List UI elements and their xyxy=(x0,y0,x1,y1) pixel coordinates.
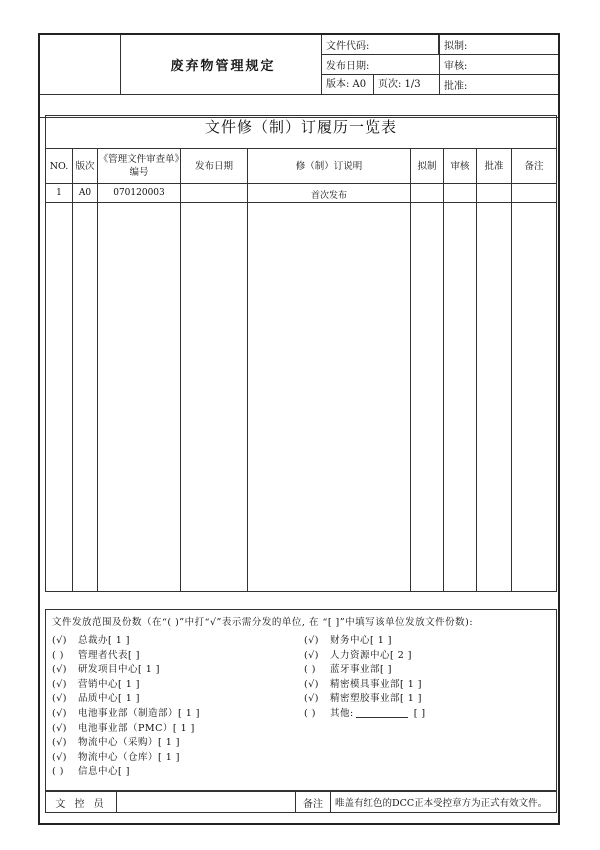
other-blank-line xyxy=(356,708,408,718)
doc-code-label: 文件代码: xyxy=(322,35,439,55)
list-item xyxy=(304,678,426,693)
list-item xyxy=(52,765,200,780)
col-approve: 批准 xyxy=(477,149,512,184)
dept-label: 总裁办[ 1 ] xyxy=(78,635,130,646)
distribution-section xyxy=(45,609,557,791)
row-no: 1 xyxy=(46,184,73,203)
list-item xyxy=(304,634,426,649)
dept-label: 品质中心[ 1 ] xyxy=(78,693,140,705)
revision-table xyxy=(45,115,557,592)
remark-text: 唯盖有红色的DCC正本受控章方为正式有效文件。 xyxy=(331,792,557,813)
row-review-no: 070120003 xyxy=(98,184,181,203)
review-label: 审核: xyxy=(440,55,559,75)
list-item-other xyxy=(304,707,426,722)
distribution-heading: 文件发放范围及份数（在“( )”中打“√”表示需分发的单位, 在 “[ ]”中填写该单位发放文件份数): xyxy=(52,617,474,628)
check-mark: ( ) xyxy=(304,664,316,676)
list-item xyxy=(52,707,200,722)
col-check: 审核 xyxy=(444,149,477,184)
row-draft xyxy=(411,184,444,203)
col-draft: 拟制 xyxy=(411,149,444,184)
row-approve xyxy=(477,184,512,203)
document-footer xyxy=(45,791,557,813)
other-label: 其他: xyxy=(330,707,354,719)
dept-label: 电池事业部（PMC）[ 1 ] xyxy=(78,722,195,734)
dept-label: 电池事业部（制造部）[ 1 ] xyxy=(78,707,200,719)
distribution-left-list xyxy=(52,634,200,780)
document-title: 废弃物管理规定 xyxy=(121,35,322,95)
list-item xyxy=(52,722,200,737)
check-mark: (√) xyxy=(304,678,319,690)
dept-label: 蓝牙事业部[ ] xyxy=(330,664,392,676)
row-check xyxy=(444,184,477,203)
table-row xyxy=(46,184,557,203)
check-mark: (√) xyxy=(52,737,67,749)
dept-label: 人力资源中心[ 2 ] xyxy=(330,649,412,661)
check-mark: (√) xyxy=(52,664,67,676)
col-date: 发布日期 xyxy=(181,149,248,184)
dept-label: 精密模具事业部[ 1 ] xyxy=(330,678,422,690)
version-page-cell xyxy=(322,75,440,95)
list-item xyxy=(52,663,200,678)
check-mark: (√) xyxy=(52,635,67,646)
row-remark xyxy=(512,184,557,203)
list-item xyxy=(52,649,200,664)
dept-label: 管理者代表[ ] xyxy=(78,649,140,661)
col-remark: 备注 xyxy=(512,149,557,184)
controller-value xyxy=(117,792,296,813)
dept-label: 研发项目中心[ 1 ] xyxy=(78,664,160,676)
controller-label: 文 控 员 xyxy=(46,792,117,813)
check-mark: (√) xyxy=(52,707,67,719)
list-item xyxy=(52,634,200,649)
table-empty-row xyxy=(46,203,557,592)
dept-label: 信息中心[ ] xyxy=(78,766,130,778)
check-mark: (√) xyxy=(52,751,67,763)
col-no: NO. xyxy=(46,149,73,184)
list-item xyxy=(304,649,426,664)
remark-label: 备注 xyxy=(296,792,331,813)
dept-label: 财务中心[ 1 ] xyxy=(330,635,392,646)
list-item xyxy=(52,678,200,693)
publish-date-label: 发布日期: xyxy=(322,55,440,75)
row-date xyxy=(181,184,248,203)
page-label: 页次: 1/3 xyxy=(378,79,421,90)
logo-cell xyxy=(40,35,121,95)
dept-label: 精密塑胶事业部[ 1 ] xyxy=(330,693,422,705)
dept-label: 营销中心[ 1 ] xyxy=(78,678,140,690)
document-frame xyxy=(38,33,560,825)
list-item xyxy=(52,751,200,766)
distribution-right-list xyxy=(304,634,426,722)
version-label: 版本: A0 xyxy=(322,75,374,94)
col-review-no: 《管理文件审查单》编号 xyxy=(98,149,181,184)
check-mark: (√) xyxy=(52,722,67,734)
check-mark: ( ) xyxy=(304,707,316,719)
check-mark: (√) xyxy=(304,635,319,646)
revision-caption: 文件修（制）订履历一览表 xyxy=(46,116,557,149)
row-version: A0 xyxy=(73,184,98,203)
dept-label: 物流中心（采购）[ 1 ] xyxy=(78,737,180,749)
col-version: 版次 xyxy=(73,149,98,184)
col-description: 修（制）订说明 xyxy=(248,149,411,184)
list-item xyxy=(304,692,426,707)
check-mark: (√) xyxy=(52,678,67,690)
list-item xyxy=(304,663,426,678)
approve-label: 批准: xyxy=(440,75,559,95)
row-description: 首次发布 xyxy=(248,184,411,203)
check-mark: ( ) xyxy=(52,649,64,661)
check-mark: (√) xyxy=(52,693,67,705)
list-item xyxy=(52,736,200,751)
draft-label: 拟制: xyxy=(440,35,559,55)
check-mark: (√) xyxy=(304,693,319,705)
other-bracket: [ ] xyxy=(413,707,426,719)
check-mark: (√) xyxy=(304,649,319,661)
document-header xyxy=(40,35,558,118)
dept-label: 物流中心（仓库）[ 1 ] xyxy=(78,751,180,763)
list-item xyxy=(52,692,200,707)
check-mark: ( ) xyxy=(52,766,64,778)
